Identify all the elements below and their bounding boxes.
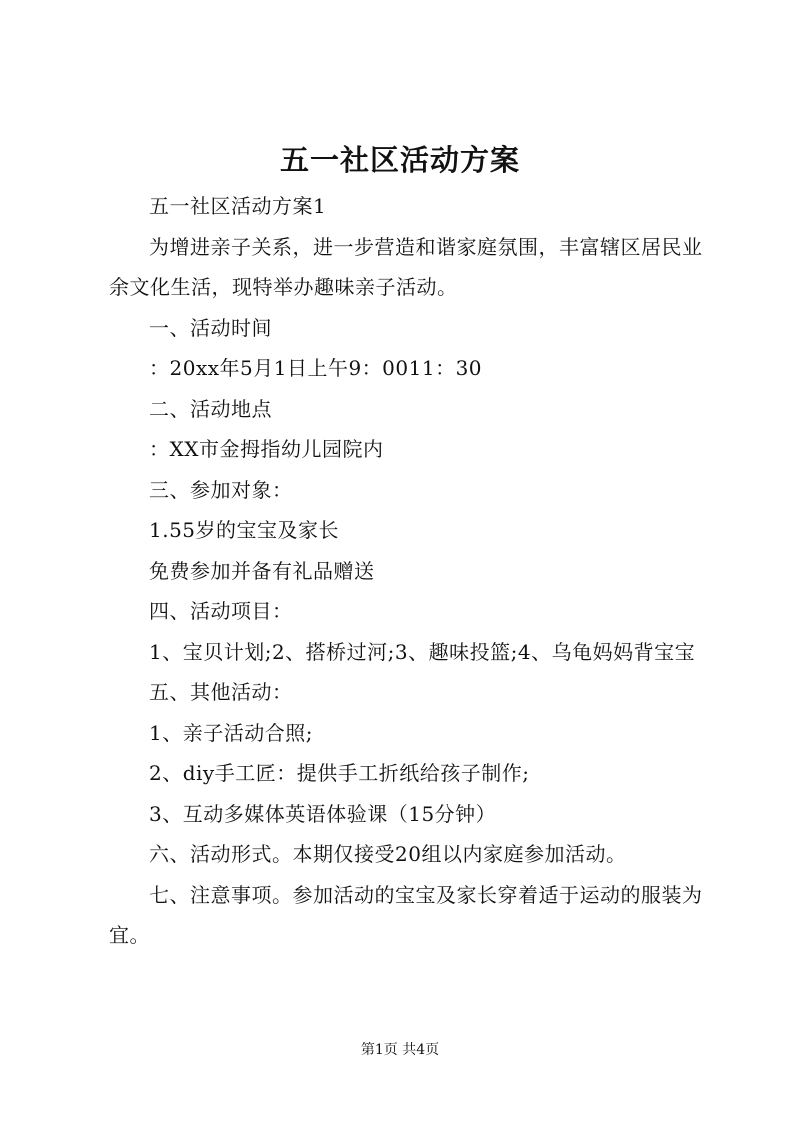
section-heading-other: 五、其他活动： xyxy=(149,680,293,704)
paragraph-subtitle: 五一社区活动方案1 xyxy=(149,194,327,218)
document-body xyxy=(109,186,709,956)
paragraph-other-2: 2、diy手工匠：提供手工折纸给孩子制作; xyxy=(149,761,530,785)
paragraph-participants: 1.55岁的宝宝及家长 xyxy=(149,518,340,542)
section-heading-participants: 三、参加对象： xyxy=(149,477,293,502)
section-heading-projects: 四、活动项目： xyxy=(149,599,293,623)
paragraph-notes: 七、注意事项。参加活动的宝宝及家长穿着适于运动的服装为宜。 xyxy=(109,882,703,947)
paragraph-time: ：20xx年5月1日上午9：0011：30 xyxy=(149,356,483,380)
paragraph-projects: 1、宝贝计划;2、搭桥过河;3、趣味投篮;4、乌龟妈妈背宝宝 xyxy=(149,639,696,664)
paragraph-other-1: 1、亲子活动合照; xyxy=(149,720,313,745)
paragraph-other-3: 3、互动多媒体英语体验课（15分钟） xyxy=(149,801,497,826)
section-heading-time: 一、活动时间 xyxy=(149,315,272,340)
paragraph-intro: 为增进亲子关系，进一步营造和谐家庭氛围，丰富辖区居民业余文化生活，现特举办趣味亲子活动。 xyxy=(109,234,703,299)
paragraph-location: ：XX市金拇指幼儿园院内 xyxy=(149,437,384,461)
page-footer: 第1页 共4页 xyxy=(360,1042,440,1058)
paragraph-gifts: 免费参加并备有礼品赠送 xyxy=(149,558,375,583)
paragraph-format: 六、活动形式。本期仅接受20组以内家庭参加活动。 xyxy=(149,842,627,866)
document-title: 五一社区活动方案 xyxy=(279,143,520,177)
section-heading-location: 二、活动地点 xyxy=(149,396,272,421)
